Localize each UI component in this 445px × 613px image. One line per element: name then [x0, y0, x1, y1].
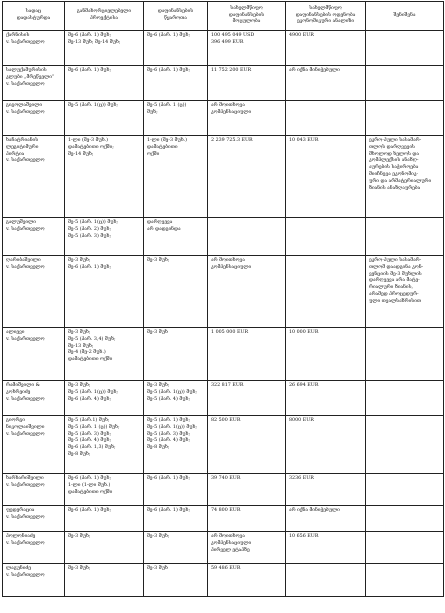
cell-violations: მე-6 (პარ. 1) მუხ; [144, 506, 208, 532]
table-row [3, 136, 444, 218]
table-row [3, 31, 444, 66]
cell-violations: მე-6 (პარ. 1) მუხ; [144, 31, 208, 66]
header-awarded-amount: სახელმწიფო დაფინანსების ოდენობა ეკონომიკური ანალიზი [286, 2, 366, 31]
cell-violations: მე-3 მუხ [144, 328, 208, 381]
table-row [3, 416, 444, 474]
table-row [3, 506, 444, 532]
cell-claimed-amount [208, 218, 286, 256]
cell-awarded-amount: 3236 EUR [286, 474, 366, 506]
cell-notes [366, 66, 444, 101]
cell-violations: დარღვევა არ დადგინდა [144, 218, 208, 256]
cell-violations: მე-3 მუხ [144, 564, 208, 597]
cell-awarded-amount: 4900 EUR [286, 31, 366, 66]
cell-violations: მე-5 (პარ. 1) მუხ; მე-5 (პარ. 1(ც)) მუხ; მე-5 (პარ. 3) მუხ; მე-5 (პარ. 4) მუხ; მე-8 მუხ; [144, 416, 208, 474]
cell-case: გიორგი ნიკოლაიშვილი v. საქართველო [3, 416, 65, 474]
cell-claimed-amount: 2 239 725.3 EUR [208, 136, 286, 218]
table-row [3, 474, 444, 506]
cell-notes [366, 31, 444, 66]
cell-awarded-amount: 8000 EUR [286, 416, 366, 474]
cell-case: ქარნისის v. საქართველო [3, 31, 65, 66]
cell-notes [366, 416, 444, 474]
cell-applicant-articles: მე-6 (პარ. 1) მუხ; [65, 506, 144, 532]
table-header-row [3, 2, 444, 31]
cell-awarded-amount [286, 564, 366, 597]
cell-applicant-articles: მე-6 (პარ. 1) მუხ; მე-13 მუხ; მე-14 მუხ; [65, 31, 144, 66]
cell-claimed-amount: 82 500 EUR [208, 416, 286, 474]
cell-notes [366, 474, 444, 506]
cell-claimed-amount: 11 752 200 EUR [208, 66, 286, 101]
cell-case: ალიევი v. საქართველო [3, 328, 65, 381]
header-case: სადაც დადასტურდა [3, 2, 65, 31]
header-notes: შენიშვნა [366, 2, 444, 31]
cell-notes: ეკრო-პული სასამარ- თლოს დარღვევის მხოლოდ ხელოს და კომპლექსის ანაზღ- აურების საჭიროება მიიჩნევა ეკონომიკ- ური და არმატერიალური ზიანის ანაზღაურება [366, 136, 444, 218]
cell-claimed-amount: არ მოითხოვა კომპენსაციული პირველ ეტაპზე [208, 532, 286, 564]
cell-awarded-amount: არ იქნა მინიჭებული [286, 66, 366, 101]
cell-awarded-amount: 10 000 EUR [286, 328, 366, 381]
cell-notes [366, 328, 444, 381]
cell-case: გალუშვილი v. საქართველო [3, 218, 65, 256]
cell-applicant-articles: მე-6 (პარ. 1) მუხ; 1-ლი (1-ლი მუხ.) დამატებითი ოქმი [65, 474, 144, 506]
cell-applicant-articles: მე-5 (პარ. 1(ც)) მუხ; მე-5 (პარ. 2) მუხ; მე-5 (პარ. 3) მუხ; [65, 218, 144, 256]
cell-case: ფედერაცია v. საქართველო [3, 506, 65, 532]
cell-violations: მე-6 (პარ. 1) მუხ; [144, 66, 208, 101]
cell-violations: 1-ლი (მე-3 მუხ.) დამატებითი ოქმი [144, 136, 208, 218]
cell-notes [366, 381, 444, 416]
table-row [3, 256, 444, 328]
table-row [3, 66, 444, 101]
cell-notes [366, 101, 444, 136]
cases-table [2, 1, 444, 597]
cell-applicant-articles: მე-3 მუხ; [65, 532, 144, 564]
cell-applicant-articles: მე-3 მუხ; მე-5 (პარ. 3,4) მუხ; მე-13 მუხ; მე-4 (მე-2 მუხ.) დამატებითი ოქმი [65, 328, 144, 381]
cell-violations: მე-3 მუხ; [144, 532, 208, 564]
table-row [3, 532, 444, 564]
cell-applicant-articles: 1-ლი (მე-3 მუხ.) დამატებითი ოქმი; მე-14 მუხ; [65, 136, 144, 218]
cell-awarded-amount: 10 043 EUR [286, 136, 366, 218]
cell-claimed-amount: 1 005 000 EUR [208, 328, 286, 381]
header-applicant-articles: განმახორციელებელი პროექტისა [65, 2, 144, 31]
cell-awarded-amount: 10 656 EUR [286, 532, 366, 564]
cell-awarded-amount [286, 256, 366, 328]
cell-notes [366, 506, 444, 532]
cell-case: ხაჩატრიანის ლეგიტიმური პირტია v. საქართველო [3, 136, 65, 218]
cell-violations: მე-3 მუხ; [144, 256, 208, 328]
header-claimed-amount: სახელმწიფო დაფინანსების მოცულობა [208, 2, 286, 31]
cell-case: სალუქამურისის კლუბი „მრეწველი“ v. საქართველო [3, 66, 65, 101]
cell-claimed-amount: 322 817 EUR [208, 381, 286, 416]
table-row [3, 381, 444, 416]
cell-case: ღარიბაშვილი v. საქართველო [3, 256, 65, 328]
cell-awarded-amount: არ იქნა მინიჭებული [286, 506, 366, 532]
header-violations: დაფინანსების წყაროთა [144, 2, 208, 31]
cell-case: პოლონიაძე v. საქართველო [3, 532, 65, 564]
cell-applicant-articles: მე-5 (პარ. 1(ც)) მუხ; [65, 101, 144, 136]
cell-violations: მე-5 (პარ. 1 (ც)) მუხ; [144, 101, 208, 136]
cell-case: გიგოლაშვილი v. საქართველო [3, 101, 65, 136]
cell-notes [366, 218, 444, 256]
cell-applicant-articles: მე-6 (პარ. 1) მუხ; [65, 66, 144, 101]
cell-awarded-amount [286, 218, 366, 256]
cell-case: რამიშვილი & კოხრეიძე v. საქართველო [3, 381, 65, 416]
table-row [3, 564, 444, 597]
cell-applicant-articles: მე-5 (პარ.1) მუხ; მე-5 (პარ. 1 (ც)) მუხ; მე-5 (პარ. 3) მუხ; მე-5 (პარ. 4) მუხ; მე-6 (პარ. 1,3) მუხ; მე-8 მუხ; [65, 416, 144, 474]
cell-case: ხარხარიშვილი v. საქართველო [3, 474, 65, 506]
cell-applicant-articles: მე-3 მუხ; მე-6 (პარ. 1) მუხ; [65, 256, 144, 328]
cell-claimed-amount: 59 486 EUR [208, 564, 286, 597]
cell-notes [366, 564, 444, 597]
table-row [3, 101, 444, 136]
cell-applicant-articles: მე-3 მუხ; მე-5 (პარ. 1(ც)) მუხ; მე-6 (პარ. 4) მუხ; [65, 381, 144, 416]
cell-applicant-articles: მე-3 მუხ; [65, 564, 144, 597]
cell-awarded-amount [286, 101, 366, 136]
table-row [3, 328, 444, 381]
cell-claimed-amount: 74 800 EUR [208, 506, 286, 532]
cell-claimed-amount: არ მოითხოვა კომპენსაციული [208, 256, 286, 328]
cell-notes [366, 532, 444, 564]
cell-violations: მე-6 (პარ. 1) მუხ; [144, 474, 208, 506]
cell-claimed-amount: 100 495 049 USD 396 499 EUR [208, 31, 286, 66]
cell-notes: ეკრო-პული სასამარ- თლომ დაადგინა კონ- ვენციის მე-3 მუხლის დარღვევა არა მატე- რიალური ზიანის, არამედ პროცედურ- ული თვალსაზრისით [366, 256, 444, 328]
cell-violations: მე-3 მუხ; მე-5 (პარ. 1(ც)) მუხ; მე-5 (პარ. 4) მუხ; [144, 381, 208, 416]
cell-claimed-amount: არ მოითხოვა კომპენსაციული [208, 101, 286, 136]
cell-awarded-amount: 26 694 EUR [286, 381, 366, 416]
cell-case: ლაგუნიძე v. საქართველო [3, 564, 65, 597]
cell-claimed-amount: 39 740 EUR [208, 474, 286, 506]
table-row [3, 218, 444, 256]
